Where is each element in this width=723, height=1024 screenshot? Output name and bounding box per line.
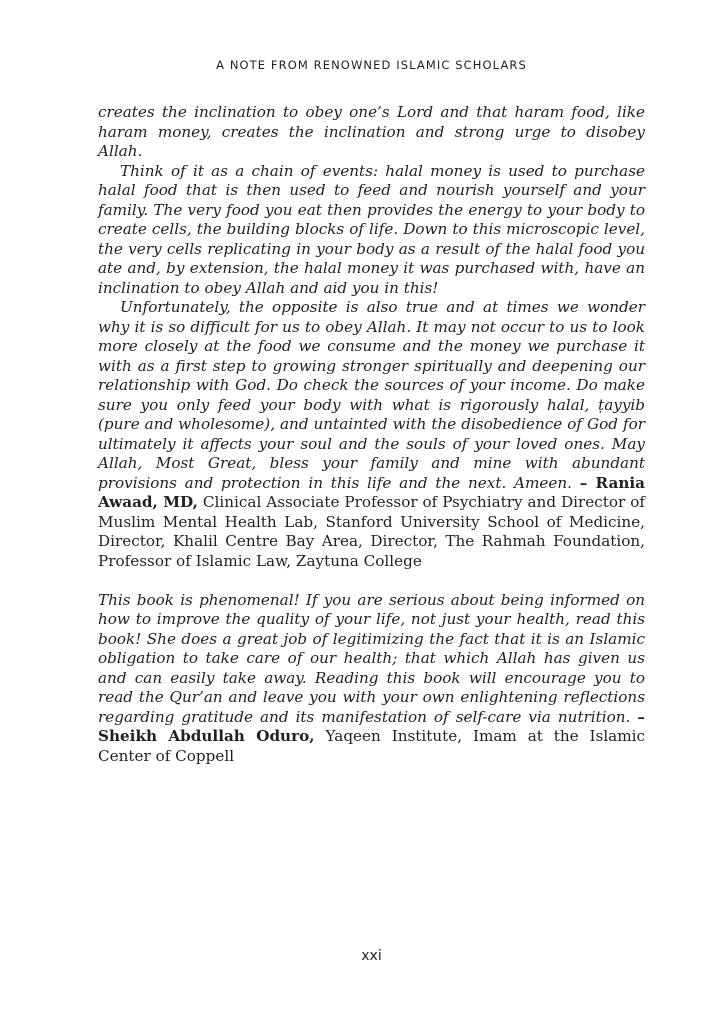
page-number: xxi <box>361 948 382 964</box>
endorser-affiliation: Yaqeen Institute, Imam at the Islamic Center of Coppell <box>98 727 646 765</box>
endorser-affiliation: Clinical Associate Professor of Psychiatry and Director of Muslim Mental Health Lab, Stanford University School of Medicine, Director, Khalil Centre Bay Area, Director, The Rahmah Foundation, Professor of Islamic Law, Zaytuna College <box>98 493 645 570</box>
quote-text: Unfortunately, the opposite is also true and at times we wonder why it is so difficult for us to obey Allah. It may not occur to us to look more closely at the food we consume and the money we purchase it with as a first step to growing stronger spiritually and deepening our relationship with God. Do check the sources of your income. Do make sure you only feed your body with what is rigorously halal, ṭayyib (pure and wholesome), and untainted with the disobedience of God for ultimately it affects your soul and the souls of your loved ones. May Allah, Most Great, bless your family and mine with abundant provisions and protection in this life and the next. Ameen. <box>98 298 645 492</box>
body-text <box>98 103 645 766</box>
paragraph-1 <box>98 103 645 162</box>
paragraph-2 <box>98 162 645 299</box>
running-head: A NOTE FROM RENOWNED ISLAMIC SCHOLARS <box>216 58 527 72</box>
quote-text: Think of it as a chain of events: halal money is used to purchase halal food that is then used to feed and nourish yourself and your family. The very food you eat then provides the energy to your body to create cells, the building blocks of life. Down to this microscopic level, the very cells replicating in your body as a result of the halal food you ate and, by extension, the halal money it was purchased with, have an inclination to obey Allah and aid you in this! <box>98 161 645 297</box>
endorser-name: – Rania Awaad, MD, <box>98 473 645 511</box>
paragraph-3 <box>98 298 645 571</box>
quote-text: creates the inclination to obey one’s Lord and that haram food, like haram money, creates the inclination and strong urge to disobey Allah. <box>98 103 645 160</box>
endorser-name: – Sheikh Abdullah Oduro, <box>98 707 645 745</box>
paragraph-4 <box>98 591 645 767</box>
quote-text: This book is phenomenal! If you are serious about being informed on how to improve the quality of your life, not just your health, read this book! She does a great job of legitimizing the fact that it is an Islamic obligation to take care of our health; that which Allah has given us and can easily take away. Reading this book will encourage you to read the Qur’an and leave you with your own enlightening reflections regarding gratitude and its manifestation of self-care via nutrition. <box>98 590 645 726</box>
